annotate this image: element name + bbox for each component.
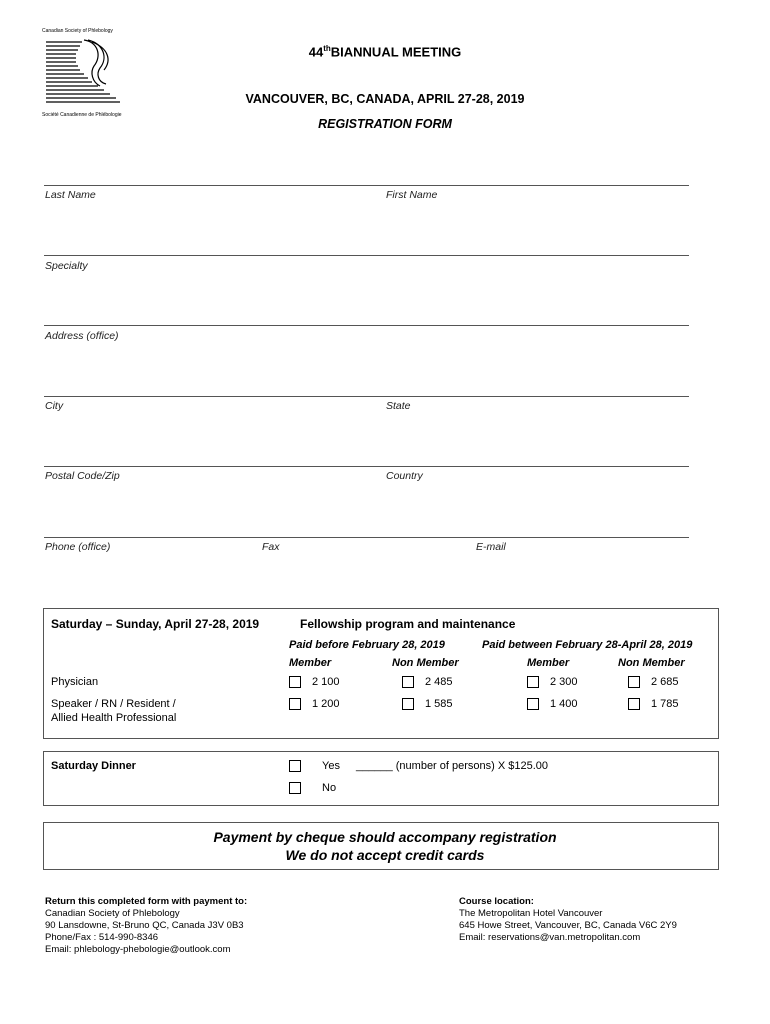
fee-value: 2 485 — [425, 676, 453, 688]
address-line[interactable] — [44, 325, 689, 326]
checkbox-dinner-yes[interactable] — [289, 760, 301, 772]
fee-value: 1 785 — [651, 698, 679, 710]
city-state-line[interactable] — [44, 396, 689, 397]
state-label: State — [386, 400, 411, 412]
phone-label: Phone (office) — [45, 541, 111, 553]
return-line: 90 Lansdowne, St-Bruno QC, Canada J3V 0B3 — [45, 920, 244, 931]
return-line: Phone/Fax : 514-990-8346 — [45, 932, 159, 943]
fee-value: 2 300 — [550, 676, 578, 688]
specialty-label: Specialty — [45, 260, 88, 272]
postal-label: Postal Code/Zip — [45, 470, 120, 482]
checkbox-speaker-nonmember-between[interactable] — [628, 698, 640, 710]
last-name-label: Last Name — [45, 189, 96, 201]
checkbox-physician-member-before[interactable] — [289, 676, 301, 688]
course-line: 645 Howe Street, Vancouver, BC, Canada V6C 2Y9 — [459, 920, 677, 931]
return-section — [45, 896, 247, 956]
col-nonmember-2: Non Member — [618, 657, 685, 669]
fee-value: 1 200 — [312, 698, 340, 710]
fees-dates: Saturday – Sunday, April 27-28, 2019 — [51, 617, 260, 631]
checkbox-physician-member-between[interactable] — [527, 676, 539, 688]
postal-country-line[interactable] — [44, 466, 689, 467]
logo-top-text: Canadian Society of Phlebology — [42, 28, 113, 34]
meeting-suffix: th — [323, 44, 331, 53]
logo-bottom-text: Société Canadienne de Phlébologie — [42, 112, 122, 118]
return-email[interactable]: Email: phlebology-phebologie@outlook.com — [45, 944, 231, 955]
fee-value: 2 100 — [312, 676, 340, 688]
course-heading: Course location: — [459, 896, 534, 907]
row-speaker-label-2: Allied Health Professional — [51, 712, 177, 724]
dinner-yes-label: Yes — [322, 760, 340, 772]
meeting-title — [285, 44, 485, 59]
name-line[interactable] — [44, 185, 689, 186]
first-name-label: First Name — [386, 189, 438, 201]
return-line: Canadian Society of Phlebology — [45, 908, 180, 919]
contact-line[interactable] — [44, 537, 689, 538]
dinner-yes-detail: ______ (number of persons) X $125.00 — [356, 760, 549, 772]
checkbox-speaker-member-before[interactable] — [289, 698, 301, 710]
city-label: City — [45, 400, 64, 412]
fee-value: 1 585 — [425, 698, 453, 710]
col-nonmember-1: Non Member — [392, 657, 459, 669]
meeting-number: 44 — [308, 44, 324, 60]
checkbox-speaker-nonmember-before[interactable] — [402, 698, 414, 710]
row-speaker-label: Speaker / RN / Resident / — [51, 698, 176, 710]
form-title: REGISTRATION FORM — [318, 117, 452, 131]
period-before: Paid before February 28, 2019 — [289, 639, 445, 651]
fees-program: Fellowship program and maintenance — [300, 617, 516, 631]
meeting-location: VANCOUVER, BC, CANADA, APRIL 27-28, 2019 — [245, 92, 525, 106]
period-between: Paid between February 28-April 28, 2019 — [482, 639, 693, 651]
col-member-1: Member — [289, 657, 332, 669]
checkbox-dinner-no[interactable] — [289, 782, 301, 794]
fax-label: Fax — [262, 541, 280, 553]
dinner-no-label: No — [322, 782, 337, 794]
col-member-2: Member — [527, 657, 570, 669]
payment-line-1: Payment by cheque should accompany registration — [213, 829, 557, 845]
row-physician-label: Physician — [51, 676, 99, 688]
address-label: Address (office) — [45, 330, 119, 342]
specialty-line[interactable] — [44, 255, 689, 256]
checkbox-physician-nonmember-between[interactable] — [628, 676, 640, 688]
email-label: E-mail — [476, 541, 506, 553]
country-label: Country — [386, 470, 423, 482]
meeting-title-text: BIANNUAL MEETING — [330, 44, 462, 60]
course-section — [459, 896, 677, 944]
fee-value: 2 685 — [651, 676, 679, 688]
payment-line-2: We do not accept credit cards — [285, 847, 485, 863]
checkbox-speaker-member-between[interactable] — [527, 698, 539, 710]
fee-value: 1 400 — [550, 698, 578, 710]
return-heading: Return this completed form with payment to: — [45, 896, 248, 907]
course-email[interactable]: Email: reservations@van.metropolitan.com — [459, 932, 641, 943]
dinner-label: Saturday Dinner — [51, 760, 136, 772]
checkbox-physician-nonmember-before[interactable] — [402, 676, 414, 688]
course-line: The Metropolitan Hotel Vancouver — [459, 908, 603, 919]
